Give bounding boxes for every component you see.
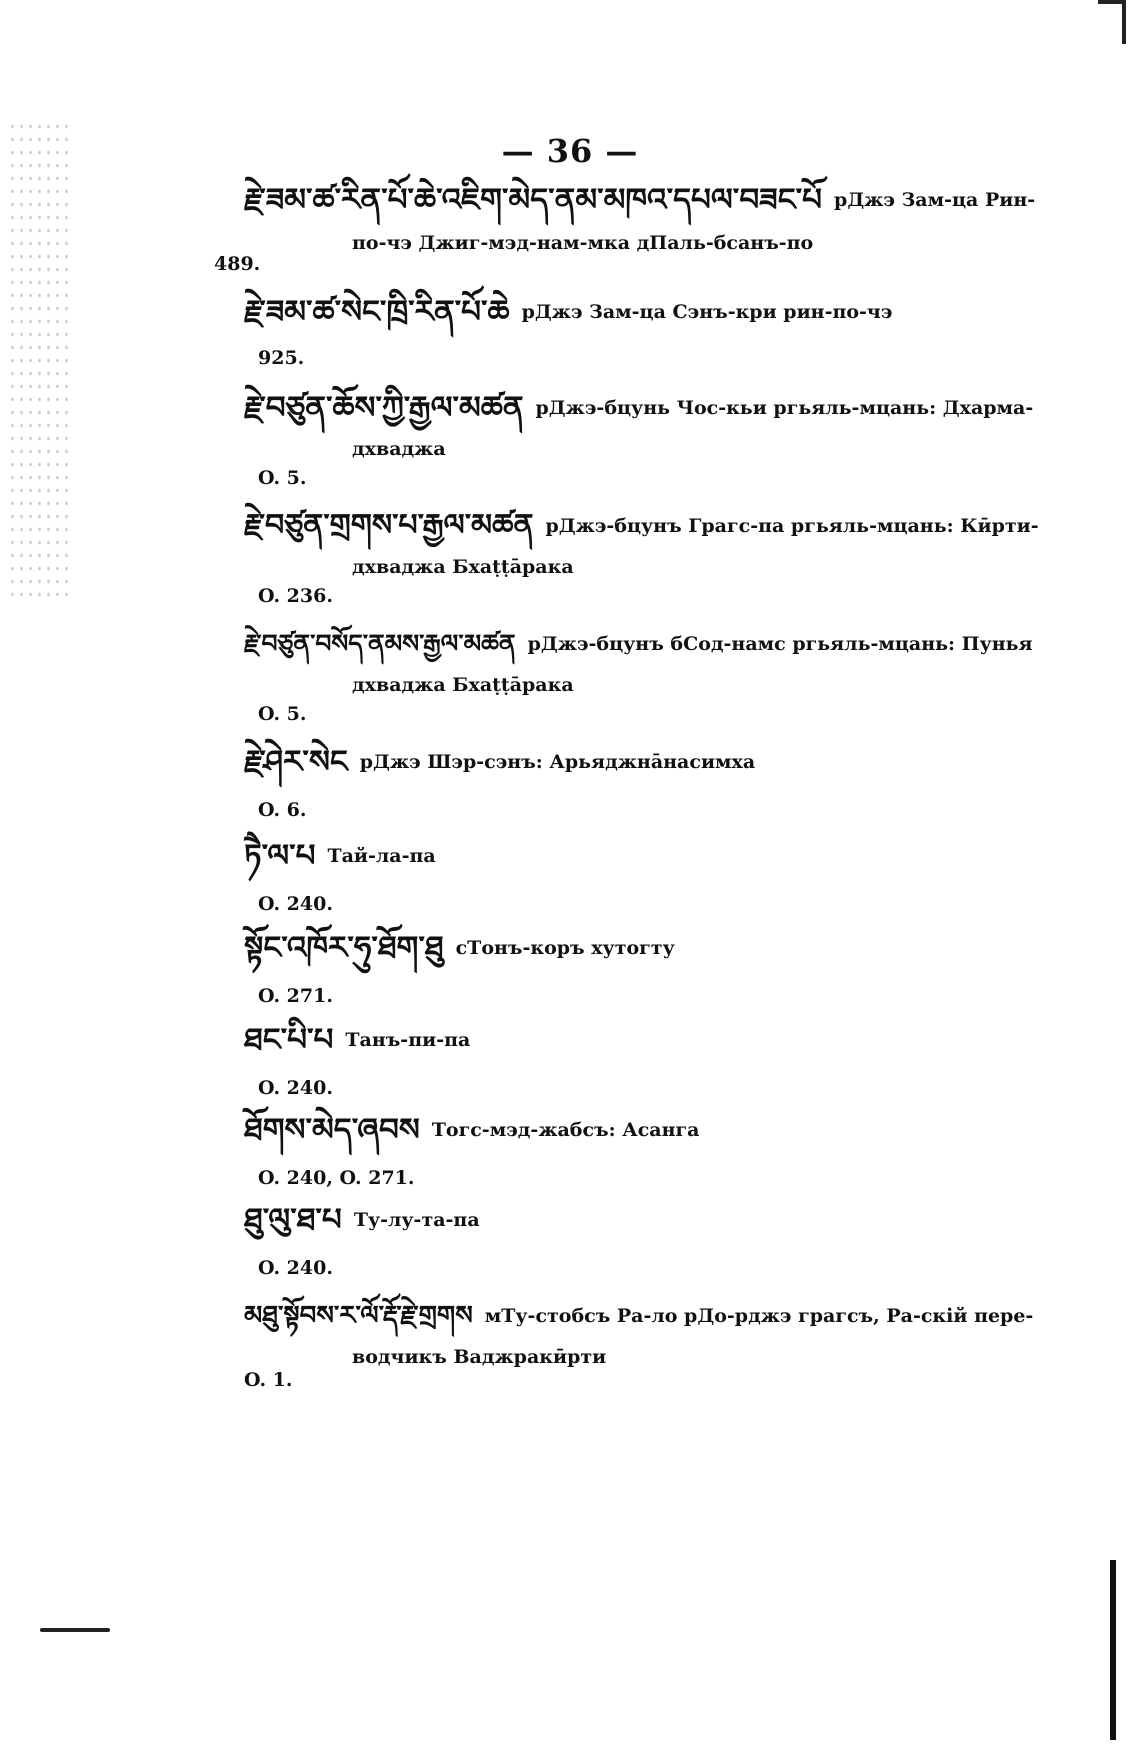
russian-transcription: сТонъ-коръ хутогту — [455, 937, 675, 959]
russian-transcription: рДжэ Зам-ца Сэнъ-кри рин-по-чэ — [521, 301, 893, 323]
scan-binding-mark — [1110, 1560, 1116, 1740]
reference: O. 240. — [258, 893, 333, 915]
tibetan-term: མཐུ་སྟོབས་ར་ལོ་རྡོ་རྗེ་གྲགས — [244, 1301, 473, 1331]
reference: O. 240. — [258, 1257, 333, 1279]
reference: O. 240. — [258, 1077, 333, 1099]
transcription-continuation: дхваджа Бхаṭṭāрака — [352, 556, 574, 578]
entry — [244, 1106, 1034, 1192]
tibetan-term: རྗེ་ཟམ་ཚ་རིན་པོ་ཆེ་འཇིག་མེད་ནམ་མཁའ་དཔལ་བཟང་པོ — [244, 182, 823, 218]
russian-transcription: Танъ-пи-па — [345, 1029, 471, 1051]
entry — [244, 738, 1034, 824]
entry — [244, 502, 1039, 610]
reference: 925. — [258, 347, 305, 369]
scan-edge-noise — [8, 120, 68, 600]
reference: O. 1. — [244, 1369, 293, 1391]
transcription-continuation: дхваджа — [352, 438, 446, 460]
scan-edge-mark — [40, 1628, 110, 1632]
russian-transcription: Тогс-мэд-жабсъ: Асанга — [431, 1119, 700, 1141]
entry — [244, 832, 1034, 918]
tibetan-term: ཐང་པི་པ — [244, 1022, 334, 1058]
reference: O. 5. — [258, 467, 307, 489]
page-number: — 36 — — [501, 132, 639, 170]
entry — [244, 924, 1034, 1010]
russian-transcription: мТу-стобсъ Ра-ло рДо-рджэ грагсъ, Ра-скій пере- — [484, 1305, 1034, 1327]
russian-transcription: Ту-лу-та-па — [353, 1209, 480, 1231]
reference: 489. — [214, 253, 261, 275]
entry — [244, 620, 1034, 728]
entry — [244, 1196, 1034, 1282]
russian-transcription: Тай-ла-па — [327, 845, 436, 867]
tibetan-term: རྗེ་བཙུན་བསོད་ནམས་རྒྱལ་མཚན — [244, 629, 516, 658]
tibetan-term: རྗེ་ཟམ་ཚ་སེང་ཁྲི་རིན་པོ་ཆེ — [244, 294, 510, 330]
reference: O. 271. — [258, 985, 333, 1007]
transcription-continuation: дхваджа Бхаṭṭāрака — [352, 674, 574, 696]
russian-transcription: рДжэ-бцунъ Грагс-па ргьяль-мцань: Кӣрти- — [545, 515, 1039, 537]
entry — [244, 176, 1034, 258]
entry — [244, 288, 1034, 372]
reference: O. 240, O. 271. — [258, 1167, 415, 1189]
tibetan-term: རྗེ་ཤེར་སེང — [244, 744, 348, 780]
tibetan-term: རྗེ་བཙུན་གྲགས་པ་རྒྱལ་མཚན — [244, 508, 534, 543]
entry — [244, 1016, 1034, 1102]
tibetan-term: ཐོགས་མེད་ཞབས — [244, 1112, 420, 1148]
russian-transcription: рДжэ Зам-ца Рин- — [834, 189, 1036, 211]
entry — [244, 1292, 1034, 1370]
page-corner-mark — [1098, 0, 1126, 44]
reference: O. 236. — [258, 585, 333, 607]
tibetan-term: རྗེ་བཙུན་ཆོས་ཀྱི་རྒྱལ་མཚན — [244, 390, 524, 426]
russian-transcription: рДжэ Шэр-сэнъ: Арьяджнāнасимха — [359, 751, 756, 773]
tibetan-term: སྟོང་འཁོར་ཧུ་ཐོག་ཐུ — [244, 930, 444, 966]
russian-transcription: рДжэ-бцунъ бСод-намс ргьяль-мцань: Пунья — [527, 633, 1033, 655]
russian-transcription: рДжэ-бцунь Чос-кьи ргьяль-мцань: Дхарма- — [535, 397, 1034, 419]
entry — [244, 384, 1034, 492]
transcription-continuation: по-чэ Джиг-мэд-нам-мка дПаль-бсанъ-по — [352, 232, 814, 254]
tibetan-term: ཏཻ་ལ་པ — [244, 838, 316, 874]
reference: O. 5. — [258, 703, 307, 725]
reference: O. 6. — [258, 799, 307, 821]
transcription-continuation: водчикъ Ваджракӣрти — [352, 1346, 607, 1368]
tibetan-term: ཐུ་ལུ་ཐ་པ — [244, 1202, 342, 1238]
